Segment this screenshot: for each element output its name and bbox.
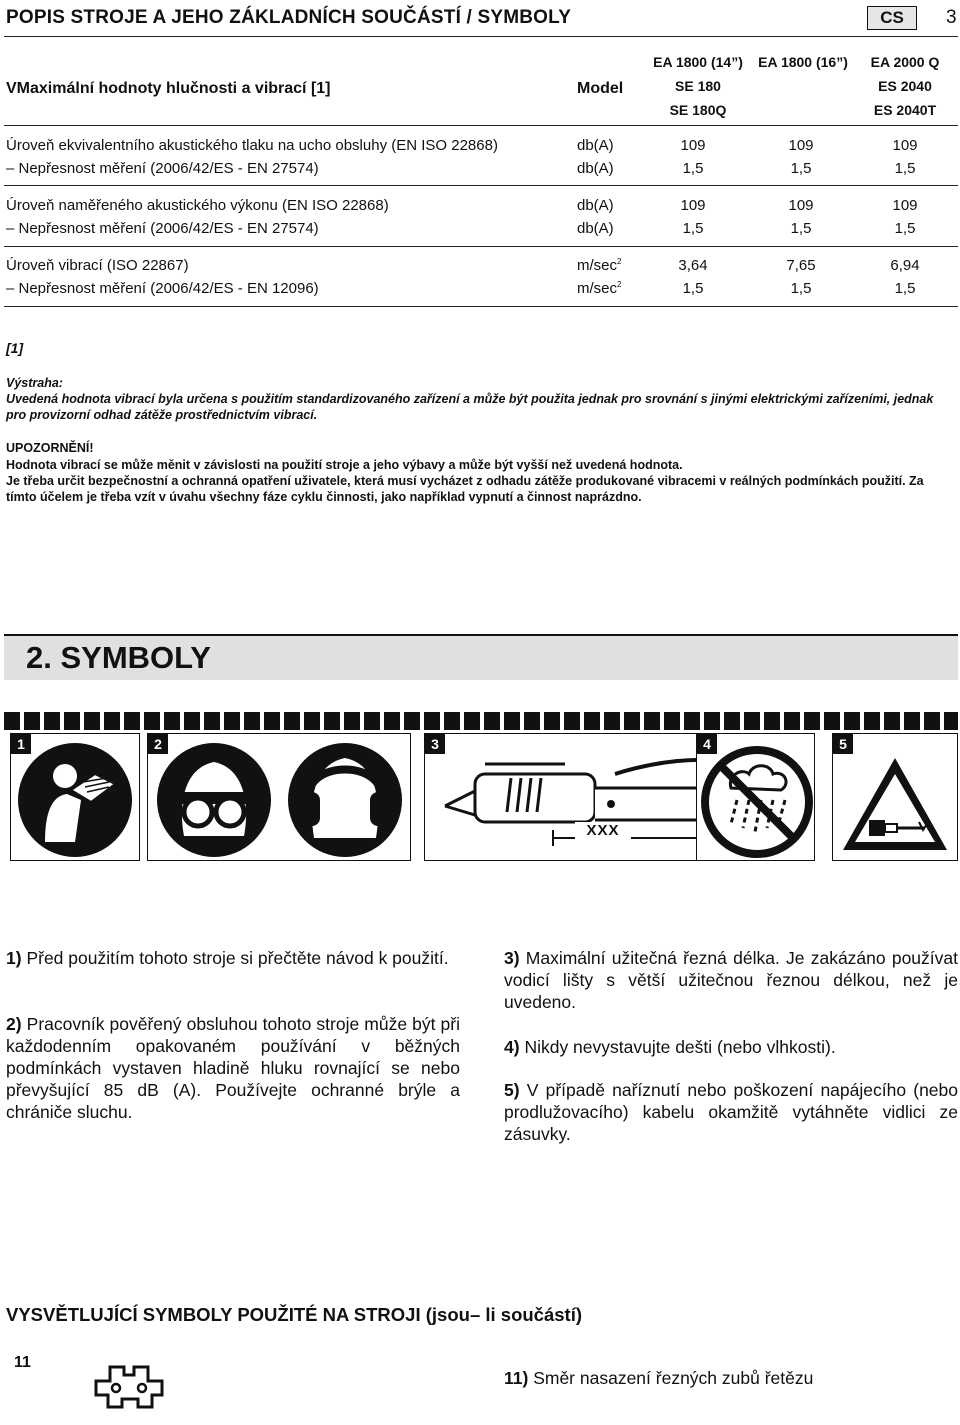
note-ref: [1] [6,340,24,356]
symbol-number: 3 [425,734,445,754]
row-value: 109 [892,137,918,154]
header-divider [4,36,958,37]
row-label: Úroveň ekvivalentního akustického tlaku na ucho obsluhy (EN ISO 22868) [6,137,498,154]
legend-item-2: 2) Pracovník pověřený obsluhou tohoto stroje může být při každodenním opakovaném používání v běžných podmínkách vystaven hladině hluku rovnající se nebo převyšující 85 dB (A). Používejte ochranné brýle a chrániče sluchu. [6,1014,460,1122]
col3-model-1: EA 2000 Q [870,54,940,70]
row-value: 6,94 [890,257,920,274]
row-unit: $m/\sec^2$ [577,257,622,274]
col1-model-3: SE 180Q [669,102,727,118]
symbol-strip-hatch [4,712,958,730]
row-value: 109 [788,137,814,154]
symbol-4 [696,733,815,861]
row-value: 109 [788,197,814,214]
cutting-length-label: XXX [575,822,631,839]
row-value: 1,5 [682,280,704,297]
row-value: 109 [892,197,918,214]
row-label: Úroveň vibrací (ISO 22867) [6,257,189,274]
legend-item-1: 1) Před použitím tohoto stroje si přečtěte návod k použití. [6,948,449,968]
row-value: 1,5 [894,220,916,237]
row-unit: db(A) [577,160,614,177]
row-divider [4,246,958,247]
row-label: – Nepřesnost měření (2006/42/ES - EN 27574) [6,160,319,177]
legend-item-4: 4) Nikdy nevystavujte dešti (nebo vlhkosti). [504,1037,836,1057]
row-value: 1,5 [894,160,916,177]
warning-text: Uvedená hodnota vibrací byla určena s použitím standardizovaného zařízení a může být použita jednak pro srovnání s jinými elektrickými zařízeními, jednak pro provizorní odhad zátěže prostřednictvím vibrací. [6,392,934,422]
legend-item-5: 5) V případě naříznutí nebo poškození napájecího (nebo prodlužovacího) kabelu okamžitě vytáhněte vidlici ze zásuvky. [504,1080,958,1144]
row-value: 7,65 [786,257,816,274]
col3-model-3: ES 2040T [873,102,937,118]
row-unit: $m/\sec^2$ [577,280,622,297]
legend-item-11: 11) Směr nasazení řezných zubů řetězu [504,1368,814,1388]
page-number: 3 [946,7,957,28]
symbol-1 [10,733,140,861]
page-title: POPIS STROJE A JEHO ZÁKLADNÍCH SOUČÁSTÍ / SYMBOLY [6,7,572,28]
row-value: 109 [680,137,706,154]
row-label: – Nepřesnost měření (2006/42/ES - EN 12096) [6,280,319,297]
table-bottom-divider [4,306,958,307]
caution-line-1: Hodnota vibrací se může měnit v závislosti na použití stroje a jeho výbavy a může být vyšší než uvedená hodnota. [6,458,683,472]
legend-item-3: 3) Maximální užitečná řezná délka. Je zakázáno používat vodicí lišty s větší užitečnou řeznou délkou, než je uvedeno. [504,948,958,1012]
row-value: 1,5 [790,280,812,297]
row-value: 3,64 [678,257,708,274]
model-label: Model [577,80,624,97]
row-label: Úroveň naměřeného akustického výkonu (EN ISO 22868) [6,197,389,214]
row-value: 1,5 [790,220,812,237]
table-divider [4,125,958,126]
row-value: 1,5 [682,220,704,237]
symbol-11-number: 11 [14,1354,31,1371]
table-heading: VMaximální hodnoty hlučnosti a vibrací [1] [6,80,331,97]
row-unit: db(A) [577,220,614,237]
row-unit: db(A) [577,137,614,154]
symbol-number: 2 [148,734,168,754]
language-badge: CS [867,6,917,30]
col3-model-2: ES 2040 [878,78,932,94]
col1-model-2: SE 180 [675,78,721,94]
explanatory-symbols-title: VYSVĚTLUJÍCÍ SYMBOLY POUŽITÉ NA STROJI (jsou– li součástí) [6,1304,583,1325]
symbol-5 [832,733,958,861]
row-value: 109 [680,197,706,214]
symbol-2 [147,733,411,861]
chain-direction-icon [90,1361,170,1421]
row-value: 1,5 [682,160,704,177]
symbol-number: 4 [697,734,717,754]
row-value: 1,5 [894,280,916,297]
col1-model-1: EA 1800 (14”) [653,54,743,70]
symbol-number: 1 [11,734,31,754]
ear-protection-icon [280,734,410,860]
col2-model-1: EA 1800 (16”) [758,54,848,70]
row-divider [4,185,958,186]
caution-label: UPOZORNĚNÍ! [6,441,94,455]
section-title: 2. SYMBOLY [26,640,211,675]
symbol-number: 5 [833,734,853,754]
row-value: 1,5 [790,160,812,177]
row-unit: db(A) [577,197,614,214]
row-label: – Nepřesnost měření (2006/42/ES - EN 27574) [6,220,319,237]
caution-line-2: Je třeba určit bezpečnostní a ochranná opatření uživatele, která musí vycházet z odhadu zátěže produkované vibracemi v reálných podmínkách použití. Za tímto účelem je třeba vzít v úvahu všechny fáze cyklu činnosti, jako například vypnutí a činnost naprázdno. [6,474,924,504]
warning-label: Výstraha: [6,376,63,390]
